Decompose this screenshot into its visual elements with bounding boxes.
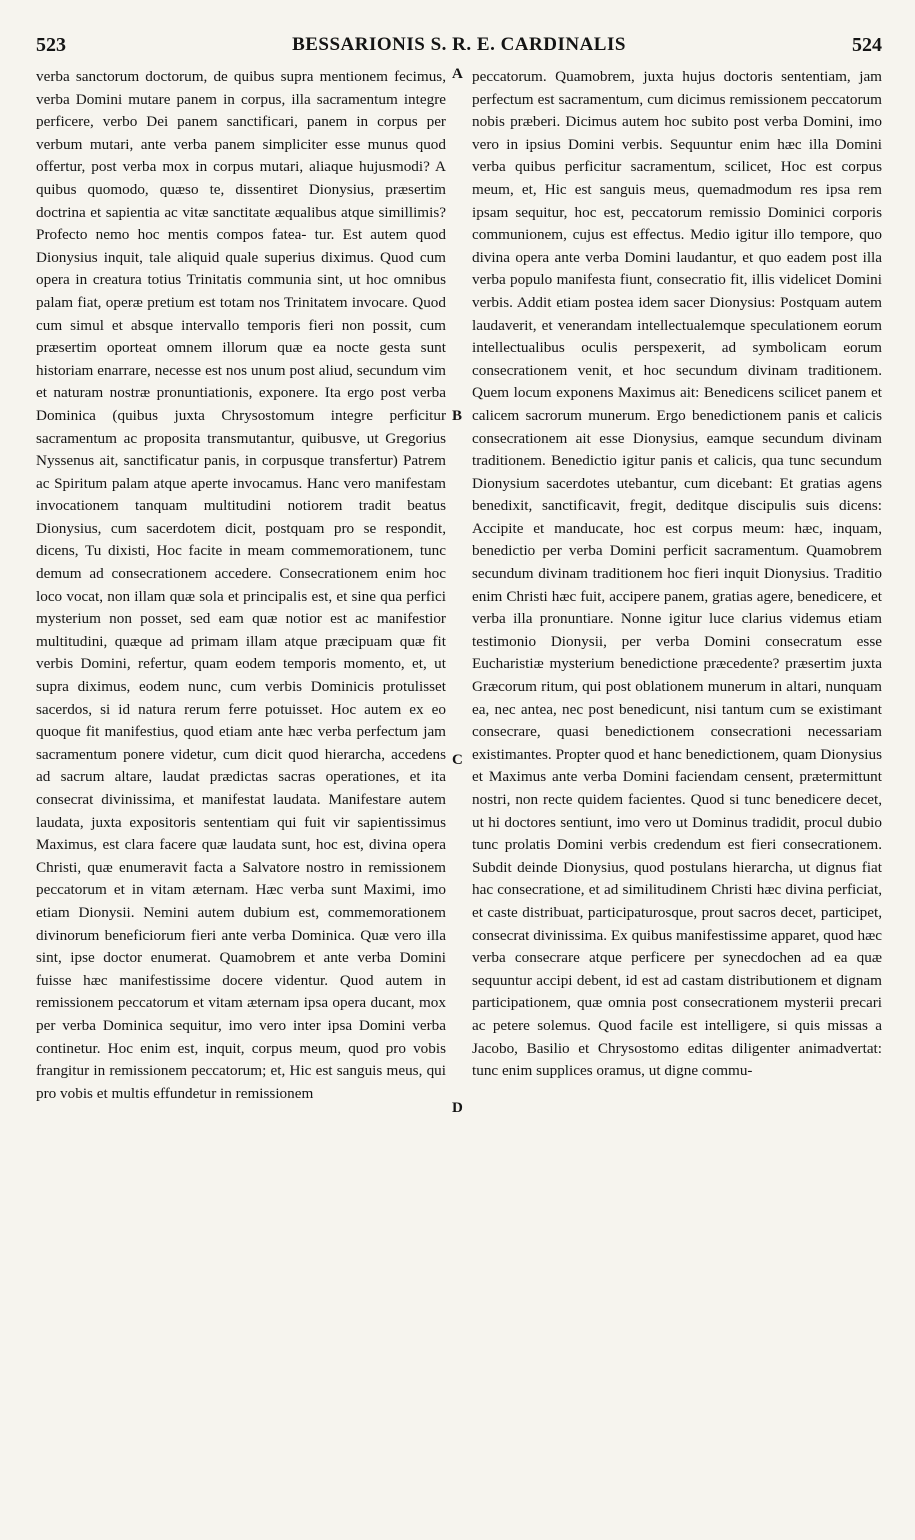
right-column-text: peccatorum. Quamobrem, juxta hujus doctoris sententiam, jam perfectum est sacramentum, cum dicimus remissionem peccatorum nobis præberi. Dicimus autem hoc subito post verba Domini, imo vero in ipsius Domini verbis. Sequuntur enim hæc illa Domini verba quibus perficitur sacramentum, scilicet, Hoc est corpus meum, et, Hic est sanguis meus, quemadmodum res ipsa rem ipsam sequitur, hoc est, peccatorum remissio Dominici corporis communionem, cujus est effectus. Medio igitur illo tempore, quo divina opera ante verba Domini laudantur, et quo eadem post illa verba populo manifesta fiunt, consecratio fit, illis videlicet Domini verbis. Addit etiam postea idem sacer Dionysius: Postquam autem laudaverit, et venerandam intellectualemque speculationem eorum intellectualibus oculis perspexerit, ad symbolicam eorum consecrationem venit, et hoc secundum divinam traditionem. Quem locum exponens Maximus ait: Benedicens scilicet panem et calicem sacrorum munerum. Ergo benedictionem panis et calicis consecrationem ait esse Dionysius, eamque secundum divinam traditionem. Benedictio igitur panis et calicis, qua tunc secundum Dionysium sacerdotes utebantur, cum dicebant: Et gratias agens benedixit, sanctificavit, fregit, deditque discipulis suis dicens: Accipite et manducate, hoc est corpus meum: hæc, inquam, benedictio per verba Domini perficit sacramentum. Quamobrem secundum divinam traditionem hoc fieri inquit Dionysius. Traditio enim Christi hæc fuit, accipere panem, gratias agere, benedicere, et verba illa pronuntiare. Nonne igitur luce clarius videmus etiam testimonio Dionysii, per verba Domini consecratum esse Eucharistiæ mysterium benedictione præcedente? præsertim juxta Græcorum ritum, qui post oblationem munerum in altari, nunquam ea, nec antea, nec post benedicunt, nisi tantum cum se existimant consecrare, quasi benedictionem consecrationi necessariam existimantes. Propter quod et hanc benedictionem, quam Dionysius et Maximus ante verba Domini faciendam censent, prætermittunt nostri, non recte quidem facientes. Quod si tunc benedicere decet, ut hi doctores sentiunt, imo vero ut Dominus tradidit, procul dubio tunc prolatis Domini verbis credendum est fieri consecrationem. Subdit deinde Dionysius, quod postulans hierarcha, ut dignus fiat hac consecratione, et ad similitudinem Christi hæc divina perficiat, et caste distribuat, participaturosque, prout sacros decet, participet, consecrat divinissima. Ex quibus manifestissime apparet, quod hæc verba consecrare atque perficere per synecdochen ad ea quæ sequuntur accipi debent, id est ad castam distributionem et dignam participationem, quæ omnia post consecrationem mysterii precari ac petere solemus. Quod facile est intelligere, si quis missas a Jacobo, Basilio et Chrysostomo editas diligenter animadvertat: tunc enim supplices oramus, ut digne commu- (472, 68, 882, 1080)
running-title: BESSARIONIS S. R. E. CARDINALIS (292, 34, 626, 55)
page-number-left: 523 (36, 34, 66, 56)
page-header (36, 34, 882, 64)
margin-marker-a: A (452, 66, 463, 82)
margin-marker-c: C (452, 752, 463, 768)
right-column (472, 66, 882, 1083)
left-column-text: verba sanctorum doctorum, de quibus supra mentionem fecimus, verba Domini mutare panem in corpus, illa sacramentum integre perficere, verbo Dei panem sanctificari, panem in corpus per verbum mutari, ante verba panem simpliciter esse munus quod offertur, post verba mox in corpus mutari, aliaque hujusmodi? A quibus quomodo, quæso te, dissentiret Dionysius, præsertim doctrina et sapientia ac vitæ sanctitate æqualibus atque simillimis? Profecto nemo hoc mentis compos fatea- tur. Est autem quod Dionysius inquit, tale aliquid quale superius diximus. Quod cum opera in creatura totius Trinitatis communia sint, ut hoc omnibus palam fiat, operæ pretium est totam nos Trinitatem invocare. Quod cum simul et absque intervallo temporis fieri non possit, cum præsertim oporteat omnem illorum quæ ea nocte gesta sunt historiam enarrare, necesse est nos unum post aliud, secundum vim et naturam nostræ pronuntiationis, exponere. Ita ergo post verba Dominica (quibus juxta Chrysostomum integre perficitur sacramentum ac proposita transmutantur, quibusve, ut Gregorius Nyssenus ait, sanctificatur panis, in corpusque transfertur) Patrem ac Spiritum palam atque aperte invocamus. Hanc vero manifestam invocationem tanquam multitudini notiorem tradit beatus Dionysius, cum sacerdotem dicit, postquam pro se respondit, dicens, Tu dixisti, Hoc facite in meam commemorationem, tunc demum ad consecrationem accedere. Consecrationem enim hoc loco vocat, non illam quæ sola et principalis est, et sine qua perfici mysterium non posset, sed eam quæ notior est ac manifestior multitudini, quæque ad primam illam atque præcipuam quæ fit verbis Domini, refertur, quam eodem temporis momento, et, ut supra diximus, eodem nunc, cum verbis Dominicis protulisset sacerdos, si id natura rerum ferre potuisset. Hoc autem ex eo quoque fit manifestius, quod etiam ante hæc verba perfectum jam sacramentum ponere videtur, cum dicit quod hierarcha, accedens ad sacrum altare, laudat prædictas sacras operationes, et ita consecrat divinissima, et manifestat laudata. Manifestare autem laudata, juxta expositoris sententiam qui fuit vir sapientissimus Maximus, est clara facere quæ laudata sunt, hoc est, divina opera Christi, quæ enumeravit facta a Salvatore nostro in remissionem peccatorum et in vitam æternam. Hæc verba sunt Maximi, imo etiam Dionysii. Nemini autem dubium est, commemorationem divinorum beneficiorum fieri ante verba Dominica. Quæ vero illa sint, ipse doctor enumerat. Quamobrem et ante verba Domini fuisse hæc manifestissime docere videntur. Quod autem in remissionem peccatorum et vitam æternam ipsa opera ducant, mox per verba Dominica sequitur, imo vero inter ipsa Domini verba continetur. Hoc enim est, inquit, corpus meum, quod pro vobis frangitur in remissionem peccatorum; et, Hic est sanguis meus, qui pro vobis et multis effundetur in remissionem (36, 68, 446, 1102)
page-number-right: 524 (852, 34, 882, 56)
margin-marker-b: B (452, 408, 463, 424)
margin-marker-d: D (452, 1100, 463, 1116)
left-column (36, 66, 446, 1105)
